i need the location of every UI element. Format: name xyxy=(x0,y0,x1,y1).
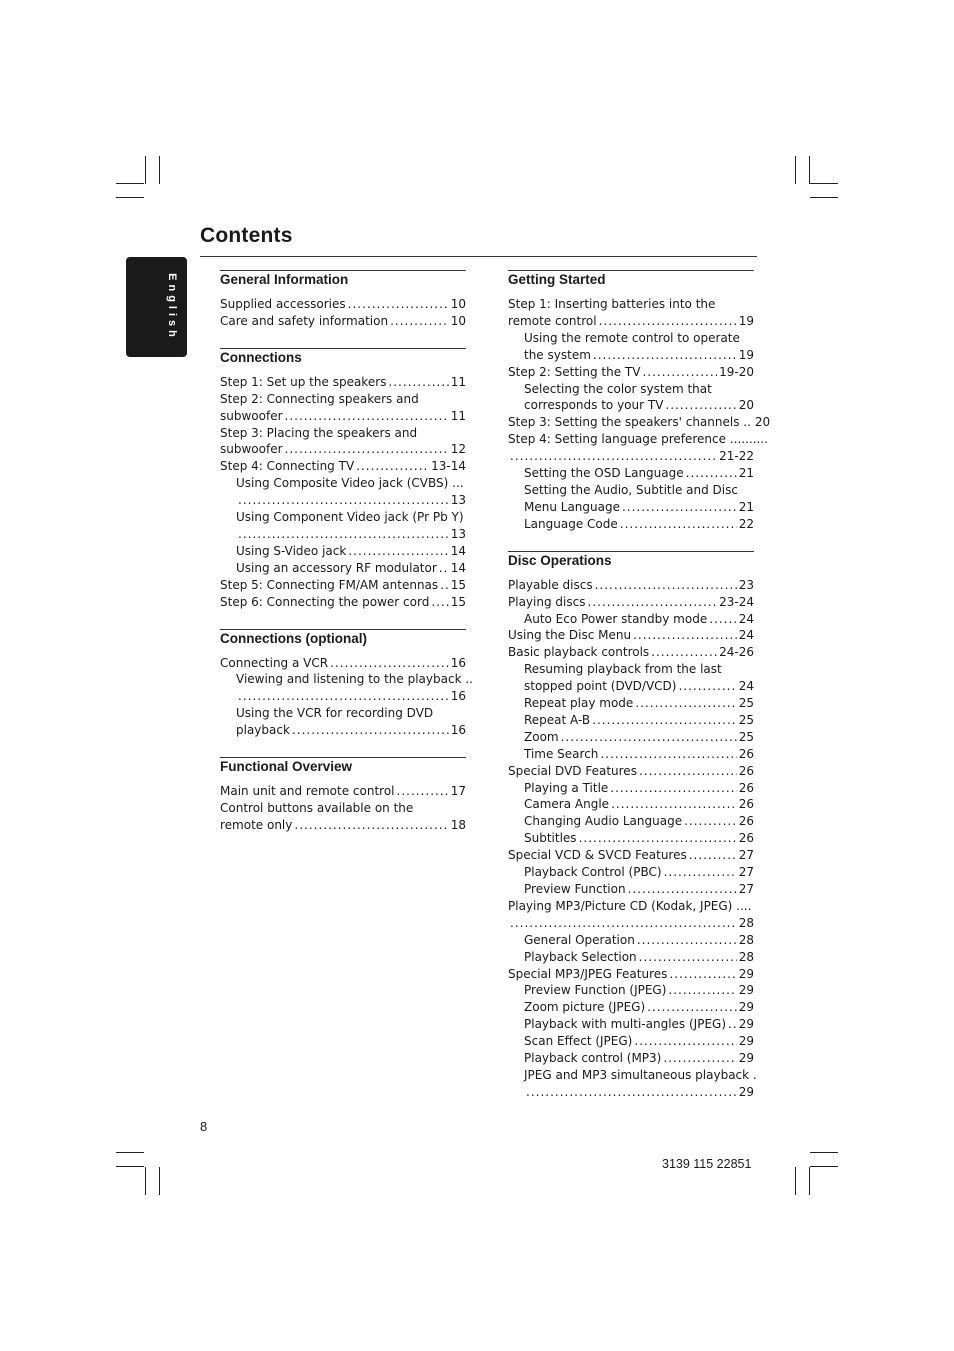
toc-page-number: 15 xyxy=(450,594,466,609)
toc-entry-text: remote control xyxy=(508,313,597,328)
toc-page-number: 27 xyxy=(738,865,754,880)
toc-entry-text: Main unit and remote control xyxy=(220,784,395,799)
toc-entry-text: Auto Eco Power standby mode xyxy=(524,611,708,626)
toc-entry[interactable] xyxy=(508,847,754,864)
crop-mark xyxy=(145,156,146,184)
toc-entry[interactable] xyxy=(508,448,754,465)
toc-entry[interactable] xyxy=(220,391,466,408)
dot-leader xyxy=(611,796,737,813)
toc-page-number: 13 xyxy=(450,493,466,508)
toc-entry-text: remote only xyxy=(220,817,293,832)
toc-entry[interactable] xyxy=(220,671,473,688)
toc-entry[interactable] xyxy=(508,313,754,330)
dot-leader xyxy=(728,1016,737,1033)
dot-leader xyxy=(634,1033,736,1050)
toc-page-number: 15 xyxy=(450,577,466,592)
toc-entry-text: Basic playback controls xyxy=(508,645,650,660)
toc-entry[interactable] xyxy=(220,688,466,705)
toc-page-number: 26 xyxy=(738,746,754,761)
toc-page-number: 19 xyxy=(738,347,754,362)
toc-entry[interactable] xyxy=(508,1067,757,1084)
dot-leader xyxy=(356,458,429,475)
section-heading: General Information xyxy=(220,272,349,287)
toc-page-number: 20 xyxy=(738,398,754,413)
toc-entry[interactable] xyxy=(508,644,754,661)
toc-entry-text: Care and safety information xyxy=(220,313,389,328)
toc-entry-text: Using an accessory RF modulator xyxy=(236,560,437,575)
toc-page-number: 26 xyxy=(738,814,754,829)
toc-entry-text: Connecting a VCR xyxy=(220,655,329,670)
toc-entry-text: Step 4: Setting language preference .......... xyxy=(508,432,768,447)
toc-entry[interactable] xyxy=(220,577,466,594)
dot-leader xyxy=(689,847,737,864)
toc-entry-text: General Operation xyxy=(524,932,635,947)
dot-leader xyxy=(294,817,448,834)
toc-page-number: 16 xyxy=(450,655,466,670)
toc-entry[interactable] xyxy=(508,1016,754,1033)
toc-entry[interactable] xyxy=(508,932,754,949)
toc-entry[interactable] xyxy=(508,431,768,448)
toc-page-number: 26 xyxy=(738,780,754,795)
toc-entry[interactable] xyxy=(508,1033,754,1050)
toc-entry-text: Preview Function xyxy=(524,882,626,896)
toc-page-number: 29 xyxy=(738,1084,754,1099)
toc-entry-text: Special VCD & SVCD Features xyxy=(508,848,687,863)
toc-entry-text: Using Composite Video jack (CVBS) ... xyxy=(236,476,464,491)
toc-page-number: 28 xyxy=(738,932,754,947)
dot-leader xyxy=(510,448,717,465)
toc-entry[interactable] xyxy=(508,729,754,746)
toc-entry[interactable] xyxy=(508,1050,754,1067)
page-number: 8 xyxy=(200,1119,208,1134)
toc-page-number: 17 xyxy=(450,784,466,799)
crop-mark xyxy=(116,197,144,198)
toc-page-number: 13-14 xyxy=(431,459,466,474)
toc-section xyxy=(220,348,466,611)
crop-mark xyxy=(810,1152,838,1153)
toc-section xyxy=(220,629,473,740)
toc-entry-text: Zoom xyxy=(524,729,559,744)
toc-entry-text: Changing Audio Language xyxy=(524,814,683,829)
toc-page-number: 29 xyxy=(738,983,754,998)
toc-page-number: 21 xyxy=(738,499,754,514)
crop-mark xyxy=(116,1152,144,1153)
toc-entry[interactable] xyxy=(220,594,466,611)
toc-entry[interactable] xyxy=(220,374,466,391)
crop-mark xyxy=(809,1167,810,1195)
toc-page-number: 29 xyxy=(738,966,754,981)
dot-leader xyxy=(593,347,737,364)
dot-leader xyxy=(397,783,449,800)
dot-leader xyxy=(285,441,449,458)
toc-entry[interactable] xyxy=(508,347,754,364)
toc-section xyxy=(220,270,466,330)
dot-leader xyxy=(637,932,737,949)
toc-page-number: 20 xyxy=(754,415,771,430)
toc-entry-text: Step 6: Connecting the power cord xyxy=(220,594,430,609)
toc-entry-text: Time Search xyxy=(524,746,599,761)
toc-page-number: 26 xyxy=(738,831,754,846)
toc-entry[interactable] xyxy=(508,982,754,999)
toc-page-number: 29 xyxy=(738,1034,754,1049)
toc-page-number: 10 xyxy=(450,313,466,328)
toc-entry[interactable] xyxy=(220,425,466,442)
toc-entry[interactable] xyxy=(508,881,754,898)
dot-leader xyxy=(238,526,449,543)
toc-page-number: 13 xyxy=(450,526,466,541)
toc-entry[interactable] xyxy=(508,695,754,712)
toc-page-number: 11 xyxy=(450,408,466,423)
toc-page-number: 29 xyxy=(738,1017,754,1032)
dot-leader xyxy=(285,408,449,425)
crop-mark xyxy=(795,1167,796,1195)
toc-entry-text: Playing MP3/Picture CD (Kodak, JPEG) .... xyxy=(508,898,752,913)
toc-entry[interactable] xyxy=(220,526,466,543)
toc-entry[interactable] xyxy=(220,509,466,526)
dot-leader xyxy=(431,594,448,611)
toc-entry[interactable] xyxy=(508,482,754,499)
toc-entry-text: Step 3: Placing the speakers and xyxy=(220,425,418,440)
toc-entry-text: Playing a Title xyxy=(524,780,609,795)
toc-page-number: 10 xyxy=(450,297,466,311)
toc-entry[interactable] xyxy=(508,611,754,628)
toc-entry-text: Language Code xyxy=(524,516,618,531)
title-divider xyxy=(200,256,757,257)
toc-entry[interactable] xyxy=(220,408,466,425)
toc-entry[interactable] xyxy=(508,949,754,966)
toc-entry-text: Playback with multi-angles (JPEG) xyxy=(524,1017,727,1032)
dot-leader xyxy=(709,611,737,628)
dot-leader xyxy=(595,577,737,594)
toc-entry[interactable] xyxy=(508,898,754,915)
toc-entry-text: Playable discs xyxy=(508,577,593,592)
dot-leader xyxy=(633,627,737,644)
dot-leader xyxy=(526,1084,737,1101)
dot-leader xyxy=(663,1050,736,1067)
toc-page-number: 22 xyxy=(738,516,754,531)
toc-entry-text: Special MP3/JPEG Features xyxy=(508,966,668,981)
dot-leader xyxy=(664,864,737,881)
crop-mark xyxy=(795,156,796,184)
toc-entry[interactable] xyxy=(508,780,754,797)
dot-leader xyxy=(684,813,737,830)
toc-page-number: 27 xyxy=(738,848,754,863)
toc-page-number: 25 xyxy=(738,696,754,711)
toc-entry[interactable] xyxy=(508,516,754,533)
toc-entry-text: JPEG and MP3 simultaneous playback . xyxy=(524,1067,757,1082)
toc-column-left xyxy=(220,270,473,852)
section-heading: Getting Started xyxy=(508,272,606,287)
toc-entry[interactable] xyxy=(508,1084,754,1101)
toc-entry[interactable] xyxy=(220,800,466,817)
toc-entry-text: Using the VCR for recording DVD xyxy=(236,706,434,721)
toc-entry-text: Setting the OSD Language xyxy=(524,466,684,481)
dot-leader xyxy=(390,313,449,330)
dot-leader xyxy=(238,688,449,705)
toc-entry[interactable] xyxy=(508,594,754,611)
toc-entry-text: Using Component Video jack (Pr Pb Y) xyxy=(236,510,464,525)
toc-entry[interactable] xyxy=(508,966,754,983)
toc-entry-text: Control buttons available on the xyxy=(220,800,414,815)
dot-leader xyxy=(686,465,737,482)
toc-entry-text: Viewing and listening to the playback .. xyxy=(236,672,473,687)
toc-page-number: 28 xyxy=(738,915,754,930)
toc-entry-text: Menu Language xyxy=(524,499,620,514)
toc-entry[interactable] xyxy=(508,712,754,729)
toc-entry[interactable] xyxy=(220,441,466,458)
dot-leader xyxy=(348,296,449,313)
toc-page-number: 28 xyxy=(738,949,754,964)
toc-section xyxy=(220,757,466,834)
toc-page-number: 11 xyxy=(450,374,466,389)
crop-mark xyxy=(145,1167,146,1195)
toc-entry-text: Supplied accessories xyxy=(220,297,346,311)
toc-entry[interactable] xyxy=(508,864,754,881)
dot-leader xyxy=(592,712,737,729)
toc-entry-text: Selecting the color system that xyxy=(524,381,712,396)
dot-leader xyxy=(579,830,737,847)
toc-entry-text: Using the Disc Menu xyxy=(508,628,632,643)
section-heading: Functional Overview xyxy=(220,759,353,775)
toc-page-number: 14 xyxy=(450,543,466,558)
toc-page-number: 19-20 xyxy=(719,364,754,379)
toc-entry-text: Step 1: Set up the speakers xyxy=(220,374,387,389)
toc-entry-text: Step 3: Setting the speakers' channels .. xyxy=(508,415,751,430)
dot-leader xyxy=(440,577,449,594)
toc-entry[interactable] xyxy=(508,763,754,780)
language-tab xyxy=(126,257,187,357)
toc-entry[interactable] xyxy=(508,915,754,932)
dot-leader xyxy=(635,695,736,712)
toc-page-number: 23-24 xyxy=(719,594,754,609)
section-heading: Connections xyxy=(220,349,302,365)
dot-leader xyxy=(330,655,449,672)
toc-page-number: 29 xyxy=(738,1051,754,1066)
toc-page-number: 14 xyxy=(450,560,466,575)
dot-leader xyxy=(628,881,737,898)
dot-leader xyxy=(665,397,736,414)
toc-entry-text: corresponds to your TV xyxy=(524,398,664,413)
toc-section xyxy=(508,551,757,1101)
dot-leader xyxy=(600,746,736,763)
toc-entry-text: Scan Effect (JPEG) xyxy=(524,1034,633,1049)
toc-entry-text: Repeat play mode xyxy=(524,696,634,711)
dot-leader xyxy=(622,499,737,516)
toc-entry[interactable] xyxy=(508,678,754,695)
toc-entry[interactable] xyxy=(508,627,754,644)
dot-leader xyxy=(639,763,737,780)
toc-entry[interactable] xyxy=(508,830,754,847)
toc-entry[interactable] xyxy=(220,705,466,722)
toc-page-number: 24 xyxy=(738,679,754,694)
toc-entry[interactable] xyxy=(508,813,754,830)
crop-mark xyxy=(116,183,144,184)
crop-mark xyxy=(116,1166,144,1167)
toc-entry-text: Playback control (MP3) xyxy=(524,1051,662,1066)
toc-page-number: 24 xyxy=(738,628,754,643)
toc-entry[interactable] xyxy=(508,499,754,516)
toc-entry[interactable] xyxy=(220,543,466,560)
toc-page-number: 21 xyxy=(738,466,754,481)
dot-leader xyxy=(238,492,449,509)
dot-leader xyxy=(599,313,737,330)
toc-page-number: 25 xyxy=(738,712,754,727)
toc-entry-text: Preview Function (JPEG) xyxy=(524,983,667,998)
toc-entry-text: stopped point (DVD/VCD) xyxy=(524,679,677,694)
toc-entry[interactable] xyxy=(220,492,466,509)
toc-entry[interactable] xyxy=(508,746,754,763)
crop-mark xyxy=(810,197,838,198)
section-heading: Disc Operations xyxy=(508,552,612,568)
toc-entry[interactable] xyxy=(220,475,466,492)
toc-page-number: 29 xyxy=(738,1000,754,1015)
dot-leader xyxy=(651,644,717,661)
toc-entry-text: Resuming playback from the last xyxy=(524,662,722,677)
dot-leader xyxy=(668,982,736,999)
crop-mark xyxy=(809,156,810,184)
toc-entry-text: Step 2: Connecting speakers and xyxy=(220,391,419,406)
toc-page-number: 24 xyxy=(738,611,754,626)
dot-leader xyxy=(669,966,736,983)
section-heading: Connections (optional) xyxy=(220,630,367,646)
toc-section xyxy=(508,270,771,533)
toc-entry[interactable] xyxy=(220,817,466,834)
toc-entry-text: playback xyxy=(236,723,290,738)
toc-page-number: 27 xyxy=(738,882,754,896)
toc-entry[interactable] xyxy=(508,661,754,678)
dot-leader xyxy=(388,374,448,391)
toc-entry-text: Step 5: Connecting FM/AM antennas xyxy=(220,577,439,592)
toc-entry-text: subwoofer xyxy=(220,442,283,457)
toc-entry[interactable] xyxy=(220,783,466,800)
crop-mark xyxy=(810,1166,838,1167)
toc-entry-text: Playback Control (PBC) xyxy=(524,865,662,880)
toc-entry[interactable] xyxy=(508,796,754,813)
dot-leader xyxy=(348,543,448,560)
toc-entry-text: subwoofer xyxy=(220,408,283,423)
toc-page-number: 25 xyxy=(738,729,754,744)
toc-page-number: 26 xyxy=(738,763,754,778)
toc-page-number: 26 xyxy=(738,797,754,812)
document-code: 3139 115 22851 xyxy=(662,1157,752,1171)
toc-page-number: 16 xyxy=(450,723,466,738)
toc-entry[interactable] xyxy=(508,465,754,482)
dot-leader xyxy=(642,364,717,381)
toc-entry[interactable] xyxy=(508,330,754,347)
toc-entry-text: Subtitles xyxy=(524,831,577,846)
toc-entry-text: the system xyxy=(524,347,591,362)
toc-entry-text: Using the remote control to operate xyxy=(524,330,740,345)
toc-entry[interactable] xyxy=(220,313,466,330)
dot-leader xyxy=(678,678,736,695)
toc-entry[interactable] xyxy=(508,577,754,594)
toc-entry[interactable] xyxy=(220,722,466,739)
page-title: Contents xyxy=(200,224,293,247)
language-tab-label: English xyxy=(166,273,178,341)
toc-page-number: 24-26 xyxy=(719,645,754,660)
crop-mark xyxy=(159,1167,160,1195)
toc-entry-text: Camera Angle xyxy=(524,797,610,812)
toc-page-number: 16 xyxy=(450,689,466,704)
toc-entry-text: Step 1: Inserting batteries into the xyxy=(508,297,716,311)
toc-entry[interactable] xyxy=(508,414,771,431)
dot-leader xyxy=(620,516,737,533)
dot-leader xyxy=(639,949,737,966)
crop-mark xyxy=(810,183,838,184)
toc-entry[interactable] xyxy=(508,296,754,313)
crop-mark xyxy=(159,156,160,184)
toc-entry[interactable] xyxy=(220,560,466,577)
toc-entry[interactable] xyxy=(508,364,754,381)
toc-page-number: 23 xyxy=(738,577,754,592)
toc-entry-text: Step 2: Setting the TV xyxy=(508,364,641,379)
toc-entry[interactable] xyxy=(508,999,754,1016)
toc-entry-text: Playing discs xyxy=(508,594,586,609)
dot-leader xyxy=(510,915,737,932)
toc-entry-text: Playback Selection xyxy=(524,949,637,964)
toc-entry-text: Repeat A-B xyxy=(524,712,591,727)
toc-entry-text: Setting the Audio, Subtitle and Disc xyxy=(524,482,738,497)
toc-entry-text: Step 4: Connecting TV xyxy=(220,459,355,474)
dot-leader xyxy=(439,560,449,577)
dot-leader xyxy=(292,722,449,739)
toc-entry[interactable] xyxy=(220,296,466,313)
toc-page-number: 21-22 xyxy=(719,449,754,464)
toc-page-number: 18 xyxy=(450,817,466,832)
dot-leader xyxy=(647,999,737,1016)
toc-entry[interactable] xyxy=(220,655,466,672)
dot-leader xyxy=(561,729,737,746)
dot-leader xyxy=(587,594,717,611)
toc-entry-text: Using S-Video jack xyxy=(236,543,347,558)
toc-entry[interactable] xyxy=(508,397,754,414)
toc-page-number: 12 xyxy=(450,442,466,457)
toc-column-right xyxy=(508,270,771,1119)
toc-entry[interactable] xyxy=(220,458,466,475)
toc-entry-text: Special DVD Features xyxy=(508,763,637,778)
toc-entry-text: Zoom picture (JPEG) xyxy=(524,1000,646,1015)
dot-leader xyxy=(610,780,736,797)
toc-entry[interactable] xyxy=(508,381,754,398)
toc-page-number: 19 xyxy=(738,313,754,328)
